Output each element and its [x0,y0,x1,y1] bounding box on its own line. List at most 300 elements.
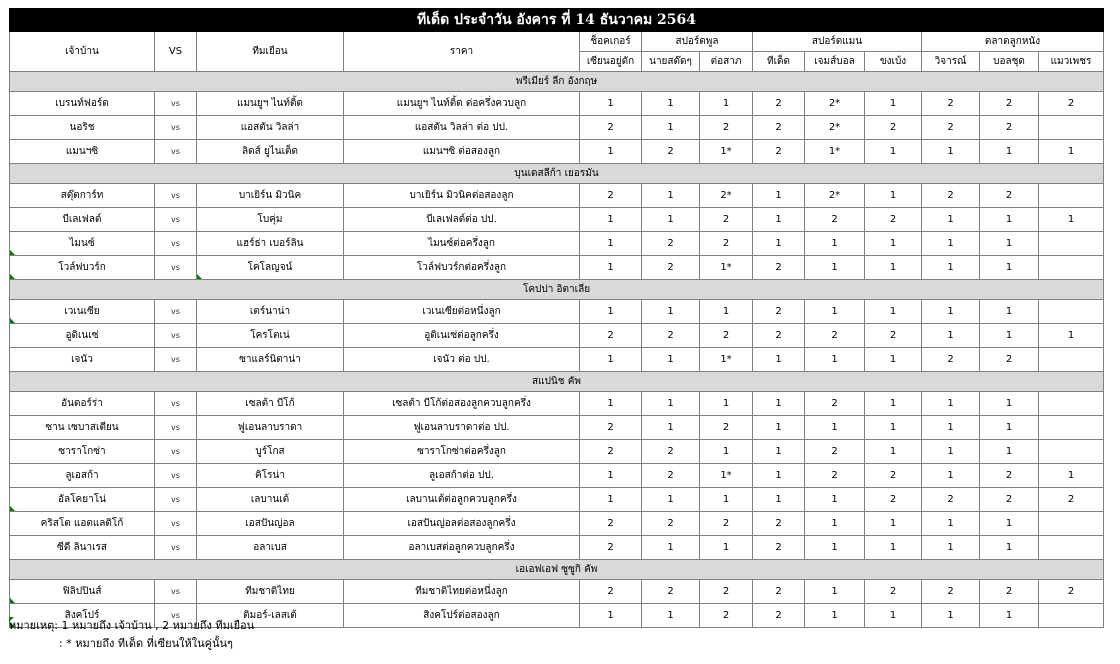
league-header-row [10,372,1104,392]
header-tipster: ขงเบ้ง [865,52,922,72]
price-line: ทีมชาติไทยต่อหนึ่งลูก [344,580,580,604]
tip-cell: 2 [700,232,753,256]
away-team: บูร์โกส [197,440,344,464]
tip-cell: 1 [753,488,805,512]
note-legend: หมายเหตุ: 1 หมายถึง เจ้าบ้าน , 2 หมายถึง ทีมเยือน [9,619,255,632]
home-team: แมนฯซิ [10,140,155,164]
price-line: ลูเอสก้าต่อ ปป. [344,464,580,488]
tip-cell: 1 [753,392,805,416]
tip-cell [1039,512,1104,536]
tip-cell: 2 [700,116,753,140]
vs-label: vs [155,580,197,604]
match-row [10,324,1104,348]
header-vs: VS [155,32,197,72]
match-row [10,536,1104,560]
header-away: ทีมเยือน [197,32,344,72]
tip-cell: 1 [865,184,922,208]
vs-label: vs [155,536,197,560]
price-line: แมนยูฯ ไนท์ติ้ด ต่อครึ่งควบลูก [344,92,580,116]
tip-cell [1039,440,1104,464]
tip-cell: 2 [865,208,922,232]
away-team: โคโลญจน์ [197,256,344,280]
sheet-title: ทีเด็ด ประจำวัน อังคาร ที่ 14 ธันวาคม 2564 [10,9,1104,32]
tip-cell: 1* [700,256,753,280]
tip-cell: 1 [580,604,642,628]
match-row [10,392,1104,416]
tip-cell: 1 [642,392,700,416]
match-row [10,92,1104,116]
tip-cell [1039,416,1104,440]
home-team: เวเนเซีย [10,300,155,324]
tip-cell: 1 [980,536,1039,560]
away-team: บาเยิร์น มิวนิค [197,184,344,208]
tip-cell: 1 [805,488,865,512]
tip-cell: 2 [580,184,642,208]
tip-cell: 1 [580,140,642,164]
tip-cell: 1* [805,140,865,164]
tips-table [9,8,1104,628]
tip-cell: 2 [642,580,700,604]
tip-cell: 1 [580,300,642,324]
tip-cell: 2 [922,92,980,116]
tip-cell: 1 [642,488,700,512]
tip-cell: 2 [753,256,805,280]
price-line: บีเลเฟลด์ต่อ ปป. [344,208,580,232]
away-team: โครโตเน่ [197,324,344,348]
header-tipster: นายสต๊ดๆ [642,52,700,72]
comment-marker-icon [10,598,15,603]
comment-marker-icon [10,506,15,511]
tip-cell [1039,116,1104,140]
away-team: เซลต้า บีโก้ [197,392,344,416]
tip-cell: 2 [980,92,1039,116]
tip-cell: 2 [700,208,753,232]
tip-cell: 1 [865,256,922,280]
vs-label: vs [155,392,197,416]
tip-cell [1039,536,1104,560]
tip-cell: 1 [753,464,805,488]
home-team: ฟิลิปปินส์ [10,580,155,604]
tip-cell: 1 [980,300,1039,324]
tip-cell [1039,348,1104,372]
tip-cell: 1 [580,256,642,280]
tip-cell: 1 [805,348,865,372]
home-team: ซาน เซบาสเตียน [10,416,155,440]
tip-cell: 2 [642,464,700,488]
tip-cell: 2 [642,140,700,164]
tip-cell: 2 [580,440,642,464]
away-team: เอสปันญ่อล [197,512,344,536]
tip-cell: 1 [980,232,1039,256]
tip-cell: 1 [1039,208,1104,232]
tip-cell: 1 [805,512,865,536]
match-row [10,208,1104,232]
tip-cell: 2 [642,256,700,280]
away-team: คิโรน่า [197,464,344,488]
tip-cell [1039,184,1104,208]
tip-cell: 1* [700,348,753,372]
price-line: เอสปันญ่อลต่อสองลูกครึ่ง [344,512,580,536]
tip-cell: 2 [753,536,805,560]
tip-cell: 1 [865,232,922,256]
tip-cell: 2* [700,184,753,208]
match-row [10,256,1104,280]
tip-cell: 2 [642,324,700,348]
comment-marker-icon [10,318,15,323]
tip-cell: 2 [922,348,980,372]
tip-cell: 1 [865,604,922,628]
tip-cell: 2 [922,184,980,208]
tip-cell: 1 [1039,324,1104,348]
match-row [10,488,1104,512]
tip-cell: 1* [700,140,753,164]
away-team: เลบานเต้ [197,488,344,512]
tip-cell: 2 [922,580,980,604]
match-row [10,232,1104,256]
header-tipster: วิจารณ์ [922,52,980,72]
tip-cell: 2 [865,464,922,488]
tip-cell: 1 [865,92,922,116]
note-star: : * หมายถึง ทีเด็ด ที่เซียนให้ในคู่นั้นๆ [59,637,233,650]
tip-cell: 2 [580,512,642,536]
tip-cell: 1 [922,300,980,324]
tip-cell: 1* [700,464,753,488]
league-name: โคปปา อิตาเลีย [10,280,1104,300]
tip-cell: 1 [642,416,700,440]
comment-marker-icon [10,274,15,279]
match-row [10,140,1104,164]
vs-label: vs [155,208,197,232]
match-row [10,116,1104,140]
tip-cell: 1 [580,348,642,372]
tip-cell: 2* [805,184,865,208]
tip-cell: 1 [580,208,642,232]
tip-cell: 1 [580,92,642,116]
tip-cell: 1 [1039,140,1104,164]
league-name: สแปนิช คัพ [10,372,1104,392]
tip-cell: 2* [805,92,865,116]
tip-cell: 1 [922,208,980,232]
tip-cell: 1 [865,512,922,536]
tip-cell: 1 [865,348,922,372]
tip-cell: 2 [753,92,805,116]
tip-cell: 2 [642,512,700,536]
match-row [10,512,1104,536]
comment-marker-icon [9,617,14,622]
away-team: ฟูเอนลาบราดา [197,416,344,440]
vs-label: vs [155,604,197,628]
price-line: เซลต้า บีโก้ต่อสองลูกควบลูกครึ่ง [344,392,580,416]
home-team: ซาราโกซ่า [10,440,155,464]
tip-cell: 1 [580,232,642,256]
tip-cell: 1 [922,464,980,488]
tip-cell: 1 [922,324,980,348]
price-line: สิงคโปร์ต่อสองลูก [344,604,580,628]
tip-cell: 1 [980,440,1039,464]
tip-cell: 1 [865,536,922,560]
tip-cell: 1 [1039,464,1104,488]
tip-cell: 2 [980,580,1039,604]
vs-label: vs [155,184,197,208]
header-group-shocker: ช็อคเกอร์ [580,32,642,52]
tip-cell: 1 [980,512,1039,536]
header-tipster: บอลชุด [980,52,1039,72]
tip-cell: 1 [805,416,865,440]
tip-cell: 2 [700,604,753,628]
tip-cell: 2 [922,116,980,140]
league-name: พรีเมียร์ ลีก อังกฤษ [10,72,1104,92]
tip-cell: 2 [865,116,922,140]
tip-cell: 2 [1039,92,1104,116]
tip-cell: 1 [580,464,642,488]
tip-cell: 1 [753,208,805,232]
match-row [10,464,1104,488]
vs-label: vs [155,300,197,324]
tip-cell: 1 [700,92,753,116]
away-team: แฮร์ธ่า เบอร์ลิน [197,232,344,256]
price-line: แมนฯซิ ต่อสองลูก [344,140,580,164]
tip-cell: 2 [805,208,865,232]
away-team: เตร์นาน่า [197,300,344,324]
tip-cell: 2 [753,512,805,536]
home-team: โวล์ฟบวร์ก [10,256,155,280]
tip-cell: 1 [980,416,1039,440]
tip-cell: 2 [753,300,805,324]
home-team: อัลโคยาโน่ [10,488,155,512]
tip-cell: 1 [865,440,922,464]
league-name: บุนเดสลีก้า เยอรมัน [10,164,1104,184]
tip-cell: 2 [865,488,922,512]
tip-cell: 2 [805,324,865,348]
header-price: ราคา [344,32,580,72]
away-team: ลิดส์ ยูไนเต็ด [197,140,344,164]
tip-cell: 1 [700,536,753,560]
tip-cell: 1 [642,536,700,560]
tip-cell: 2 [805,392,865,416]
league-header-row [10,72,1104,92]
tip-cell: 2 [700,324,753,348]
match-row [10,416,1104,440]
header-tipster: ทีเด็ด [753,52,805,72]
tip-cell: 1 [922,440,980,464]
tip-cell: 1 [922,232,980,256]
match-row [10,440,1104,464]
tip-cell: 1 [753,184,805,208]
tip-cell: 1 [980,392,1039,416]
home-team: เบรนท์ฟอร์ด [10,92,155,116]
home-team: ไมนซ์ [10,232,155,256]
tip-cell: 1 [980,324,1039,348]
price-line: ไมนซ์ต่อครึ่งลูก [344,232,580,256]
tip-cell: 2 [700,580,753,604]
tip-cell: 2 [580,416,642,440]
tip-cell [1039,232,1104,256]
tip-cell: 2 [922,488,980,512]
tip-cell: 2 [1039,580,1104,604]
price-line: อูดิเนเซ่ต่อลูกครึ่ง [344,324,580,348]
tip-cell: 1 [922,416,980,440]
price-line: อลาเบสต่อลูกควบลูกครึ่ง [344,536,580,560]
vs-label: vs [155,256,197,280]
match-row [10,184,1104,208]
header-home: เจ้าบ้าน [10,32,155,72]
tip-cell: 1 [805,604,865,628]
header-group-sportpool: สปอร์ตพูล [642,32,753,52]
tip-cell: 1 [642,348,700,372]
home-team: คริสโต แอตแลติโก้ [10,512,155,536]
tip-cell: 1 [980,604,1039,628]
tip-cell [1039,392,1104,416]
tip-cell: 1 [980,208,1039,232]
home-team: นอริช [10,116,155,140]
tip-cell: 1 [753,440,805,464]
comment-marker-icon [10,250,15,255]
vs-label: vs [155,440,197,464]
tip-cell: 1 [700,488,753,512]
tip-cell: 2 [980,184,1039,208]
tip-cell: 1 [922,604,980,628]
tip-cell: 1 [922,392,980,416]
price-line: เวเนเซียต่อหนึ่งลูก [344,300,580,324]
home-team: บีเลเฟลด์ [10,208,155,232]
tip-cell: 2 [580,580,642,604]
tip-cell: 1 [922,256,980,280]
tip-cell: 2 [980,116,1039,140]
tip-cell [1039,604,1104,628]
tip-cell: 1 [753,416,805,440]
away-team: ติมอร์-เลสเต้ [197,604,344,628]
tip-cell: 2 [980,348,1039,372]
home-team: สิงคโปร์ [10,604,155,628]
tip-cell: 2 [580,536,642,560]
league-header-row [10,280,1104,300]
home-team: สตุ๊ตการ์ท [10,184,155,208]
tip-cell: 1 [805,232,865,256]
tip-cell: 1 [922,140,980,164]
tip-cell: 2 [805,440,865,464]
tip-cell: 1 [642,604,700,628]
tip-cell: 1 [642,184,700,208]
league-header-row [10,560,1104,580]
tip-cell: 1 [580,392,642,416]
home-team: อันดอร์ร่า [10,392,155,416]
header-group-talad: ตลาดลูกหนัง [922,32,1104,52]
vs-label: vs [155,92,197,116]
tip-cell: 1 [700,440,753,464]
tip-cell: 2 [642,232,700,256]
tip-cell: 1 [865,140,922,164]
price-line: โวล์ฟบวร์กต่อครึ่งลูก [344,256,580,280]
tip-cell: 1 [700,392,753,416]
vs-label: vs [155,324,197,348]
tip-cell: 1 [865,300,922,324]
away-team: ซาแลร์นิตาน่า [197,348,344,372]
tip-cell: 1 [642,300,700,324]
tip-cell: 1 [980,256,1039,280]
tip-cell: 1 [805,300,865,324]
tip-cell: 2 [700,416,753,440]
away-team: แอสตัน วิลล่า [197,116,344,140]
tip-cell [1039,300,1104,324]
tip-cell: 2 [980,464,1039,488]
tip-cell: 2 [1039,488,1104,512]
tip-cell: 1 [642,116,700,140]
tip-cell: 2 [642,440,700,464]
tip-cell: 1 [642,208,700,232]
tip-cell [1039,256,1104,280]
tip-cell: 1 [805,256,865,280]
vs-label: vs [155,232,197,256]
vs-label: vs [155,416,197,440]
tip-cell: 2 [580,324,642,348]
tip-cell: 2 [753,116,805,140]
tip-cell: 2 [865,324,922,348]
match-row [10,348,1104,372]
home-team: อูดิเนเซ่ [10,324,155,348]
tip-cell: 1 [865,392,922,416]
vs-label: vs [155,512,197,536]
tip-cell: 1 [805,580,865,604]
price-line: แอสตัน วิลล่า ต่อ ปป. [344,116,580,140]
match-row [10,300,1104,324]
tip-cell: 2 [753,324,805,348]
away-team: ทีมชาติไทย [197,580,344,604]
notes [9,617,254,653]
vs-label: vs [155,116,197,140]
header-tipster: เซียนอยู่ดัก [580,52,642,72]
league-name: เอเอฟเอฟ ซูซูกิ คัพ [10,560,1104,580]
tip-cell: 2 [865,580,922,604]
home-team: ซีดี ลินาเรส [10,536,155,560]
league-header-row [10,164,1104,184]
vs-label: vs [155,488,197,512]
tip-cell: 2 [700,512,753,536]
tip-cell: 2 [805,464,865,488]
tip-cell: 1 [980,140,1039,164]
away-team: อลาเบส [197,536,344,560]
vs-label: vs [155,464,197,488]
tip-cell: 2 [580,116,642,140]
vs-label: vs [155,140,197,164]
price-line: ซาราโกซ่าต่อครึ่งลูก [344,440,580,464]
tip-cell: 1 [922,536,980,560]
tip-cell: 2 [980,488,1039,512]
tip-cell: 1 [805,536,865,560]
home-team: เจนัว [10,348,155,372]
price-line: ฟูเอนลาบราดาต่อ ปป. [344,416,580,440]
away-team: โบคุ่ม [197,208,344,232]
tip-cell: 2 [753,604,805,628]
vs-label: vs [155,348,197,372]
tip-cell: 1 [753,232,805,256]
price-line: เลบานเต้ต่อลูกควบลูกครึ่ง [344,488,580,512]
price-line: บาเยิร์น มิวนิคต่อสองลูก [344,184,580,208]
header-tipster: แมวเพชร [1039,52,1104,72]
match-row [10,580,1104,604]
tip-cell: 2 [753,140,805,164]
tip-cell: 1 [922,512,980,536]
price-line: เจนัว ต่อ ปป. [344,348,580,372]
comment-marker-icon [197,274,202,279]
away-team: แมนยูฯ ไนท์ติ้ด [197,92,344,116]
home-team: ลูเอสก้า [10,464,155,488]
tip-cell: 1 [865,416,922,440]
header-tipster: ต่อสาภ [700,52,753,72]
tip-cell: 1 [753,348,805,372]
tip-cell: 1 [700,300,753,324]
tip-cell: 1 [642,92,700,116]
header-tipster: เจมส์บอล [805,52,865,72]
